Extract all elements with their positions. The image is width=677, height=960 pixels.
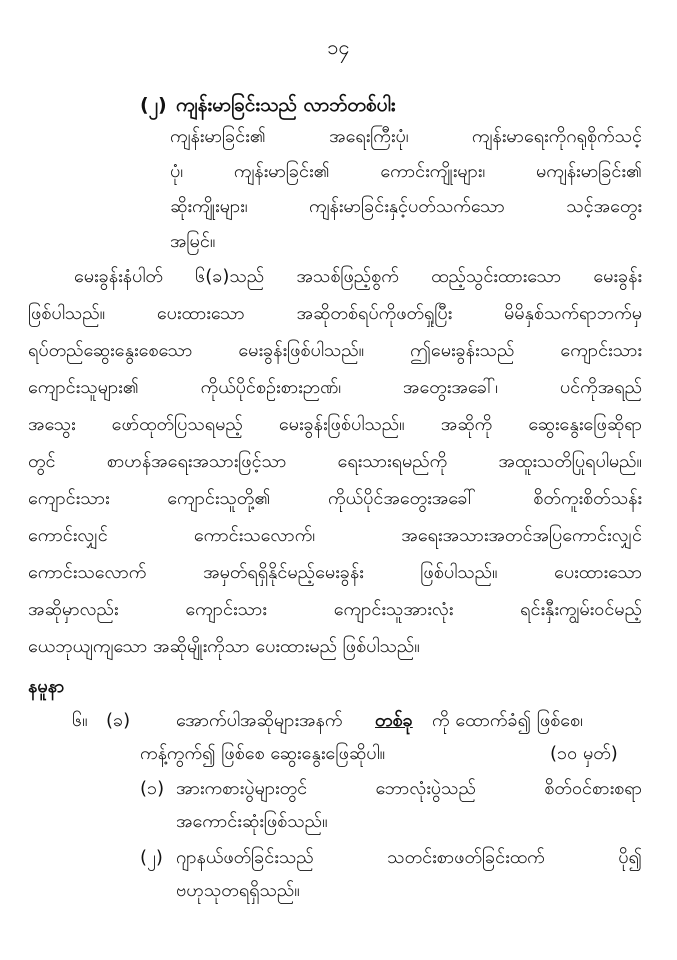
question-sub-label: (ခ) [106,710,131,731]
paragraph-line-2: ဖြစ်ပါသည်။ ပေးထားသော အဆိုတစ်ရပ်ကိုဖတ်ရှုပြီး မိမိနှစ်သက်ရာဘက်မှ [28,303,642,324]
paragraph-line-5: အသွေး ဖော်ထုတ်ပြသရမည့် မေးခွန်းဖြစ်ပါသည်။ အဆိုကို ဆွေးနွေးဖြေဆိုရာ [28,414,642,435]
option-1-label: (၁) [140,778,165,799]
question-line1-suffix: ကို ထောက်ခံ၍ ဖြစ်စေ၊ [432,710,584,731]
sample-heading: နမူနာ [28,676,65,697]
option-2-line-1: ဂျာနယ်ဖတ်ခြင်းသည် သတင်းစာဖတ်ခြင်းထက် ပို၍ [176,847,642,868]
paragraph-line-1: မေးခွန်းနံပါတ် ၆(ခ)သည် အသစ်ဖြည့်စွက် ထည့်သွင်းထားသော မေးခွန်း [74,266,642,287]
paragraph-line-4: ကျောင်းသူများ၏ ကိုယ်ပိုင်စဉ်းစားဉာဏ်၊ အတွေးအခေါ်၊ ပင်ကိုအရည် [28,377,642,398]
question-number: ၆။ [72,710,88,731]
option-1-line-2: အကောင်းဆုံးဖြစ်သည်။ [176,811,328,832]
option-1-line-1: အားကစားပွဲများတွင် ဘောလုံးပွဲသည် စိတ်ဝင်စားစရာ [176,778,642,799]
question-line2: ကန့်ကွက်၍ ဖြစ်စေ ဆွေးနွေးဖြေဆိုပါ။ [140,743,386,764]
question-line1-emphasis: တစ်ခု [375,710,413,731]
paragraph-line-3: ရပ်တည်ဆွေးနွေးစေသော မေးခွန်းဖြစ်ပါသည်။ ဤမေးခွန်းသည် ကျောင်းသား [28,340,642,361]
item2-label: (၂) [140,94,167,116]
paragraph-line-8: ကောင်းလျှင် ကောင်းသလောက်၊ အရေးအသားအတင်အပြကောင်းလျှင် [28,525,642,546]
item2-line-2: ပုံ၊ ကျန်းမာခြင်း၏ ကောင်းကျိုးများ၊ မကျန်းမာခြင်း၏ [170,161,642,182]
item2-line-1: ကျန်းမာခြင်း၏ အရေးကြီးပုံ၊ ကျန်းမာရေးကိုဂရုစိုက်သင့် [170,126,642,147]
paragraph-line-7: ကျောင်းသား ကျောင်းသူတို့၏ ကိုယ်ပိုင်အတွေးအခေါ် စိတ်ကူးစိတ်သန်း [28,488,642,509]
paragraph-line-6: တွင် စာဟန်အရေးအသားဖြင့်သာ ရေးသားရမည်ကို အထူးသတိပြုရပါမည်။ [28,451,642,472]
page-number: ၁၄ [327,35,350,59]
item2-line-3: ဆိုးကျိုးများ၊ ကျန်းမာခြင်းနှင့်ပတ်သက်သော သင့်အတွေး [170,196,642,217]
item2-line-4: အမြင်။ [170,231,216,252]
paragraph-line-10: အဆိုမှာလည်း ကျောင်းသား ကျောင်းသူအားလုံး ရင်းနှီးကျွမ်းဝင်မည့် [28,599,642,620]
item2-title: ကျန်းမာခြင်းသည် လာဘ်တစ်ပါး [176,94,396,116]
paragraph-line-9: ကောင်းသလောက် အမှတ်ရရှိနိုင်မည့်မေးခွန်း ဖြစ်ပါသည်။ ပေးထားသော [28,562,642,583]
option-2-label: (၂) [140,847,163,868]
question-marks: (၁၀ မှတ်) [550,743,618,764]
question-line1-prefix: အောက်ပါအဆိုများအနက် [176,710,343,731]
option-2-line-2: ဗဟုသုတရရှိသည်။ [176,880,300,901]
paragraph-line-11: ယေဘုယျကျသော အဆိုမျိုးကိုသာ ပေးထားမည် ဖြစ်ပါသည်။ [28,636,420,657]
